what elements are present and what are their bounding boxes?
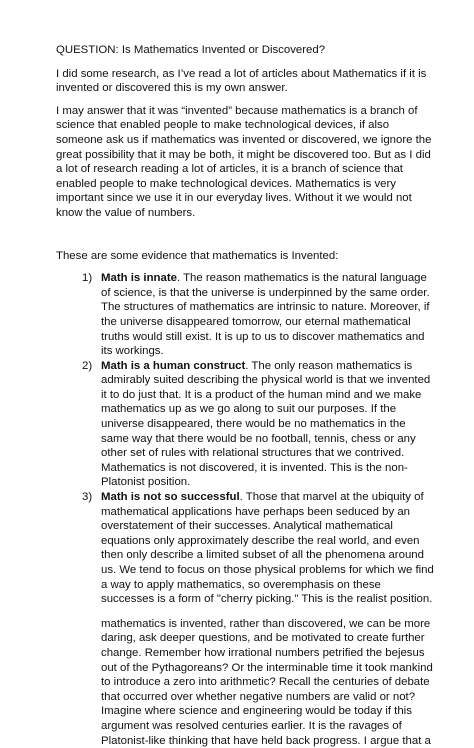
evidence-item bbox=[82, 271, 436, 359]
evidence-item bbox=[82, 490, 436, 607]
evidence-text: . Those that marvel at the ubiquity of mathematical applications have perhaps been seduced by an overstatement of their successes. Analytical mathematical equations only approximately describe the real world, and even then only describe a limited subset of all the phenomena around us. We tend to focus on those physical problems for which we find a way to apply mathematics, so overemphasis on these successes is a form of "cherry picking." This is the realist position. bbox=[101, 491, 434, 606]
evidence-lead: Math is a human construct bbox=[101, 359, 246, 372]
evidence-text: . The only reason mathematics is admirably suited describing the physical world is that we invented it to do just that. It is a product of the human mind and we make mathematics up as we go along to suit our purposes. If the universe disappeared, there would be no mathematics in the same way that there would be no football, tennis, chess or any other set of rules with relational structures that we contrived. Mathematics is not discovered, it is invented. This is the non-Platonist position. bbox=[101, 359, 431, 489]
answer-paragraph: I may answer that it was “invented” because mathematics is a branch of science that enabled people to make technological devices, if also someone ask us if mathematics was invented or discovered, we ignore the great possibility that it may be both, it might be discovered too. But as I did a lot of research reading a lot of articles, it is a branch of science that enabled people to make technological devices. Mathematics is very important since we use it in our everyday lives. Without it we would not know the value of numbers. bbox=[56, 104, 432, 219]
evidence-number: 1) bbox=[82, 272, 93, 285]
intro-paragraph: I did some research, as I’ve read a lot of articles about Mathematics if it is invented or discovered this is my own answer. bbox=[56, 67, 427, 95]
evidence-item bbox=[82, 359, 436, 490]
evidence-text: . The reason mathematics is the natural language of science, is that the universe is underpinned by the same order. The structures of mathematics are intrinsic to nature. Moreover, if the universe disappeared tomorrow, our eternal mathematical truths would still exist. It is up to us to discover mathematics and its workings. bbox=[101, 272, 430, 358]
evidence-intro: These are some evidence that mathematics is Invented: bbox=[56, 249, 339, 262]
closing-paragraph: mathematics is invented, rather than discovered, we can be more daring, ask deeper questions, and be motivated to create further change. Remember how irrational numbers petrified the bejesus out of the Pythagoreans? Or the interminable time it took mankind to introduce a zero into arithmetic? Recall the centuries of debate that occurred over whether negative numbers are valid or not? Imagine where science and engineering would be today if this argument was resolved centuries earlier. It is the ravages of Platonist-like thinking that have held back progress. I argue that a bbox=[101, 617, 433, 747]
question-heading: QUESTION: Is Mathematics Invented or Discovered? bbox=[56, 44, 326, 56]
blank-line bbox=[56, 229, 436, 249]
evidence-number: 2) bbox=[82, 359, 93, 372]
evidence-list bbox=[56, 271, 436, 607]
evidence-lead: Math is not so successful bbox=[101, 491, 240, 504]
evidence-lead: Math is innate bbox=[101, 272, 177, 285]
evidence-number: 3) bbox=[82, 491, 93, 504]
